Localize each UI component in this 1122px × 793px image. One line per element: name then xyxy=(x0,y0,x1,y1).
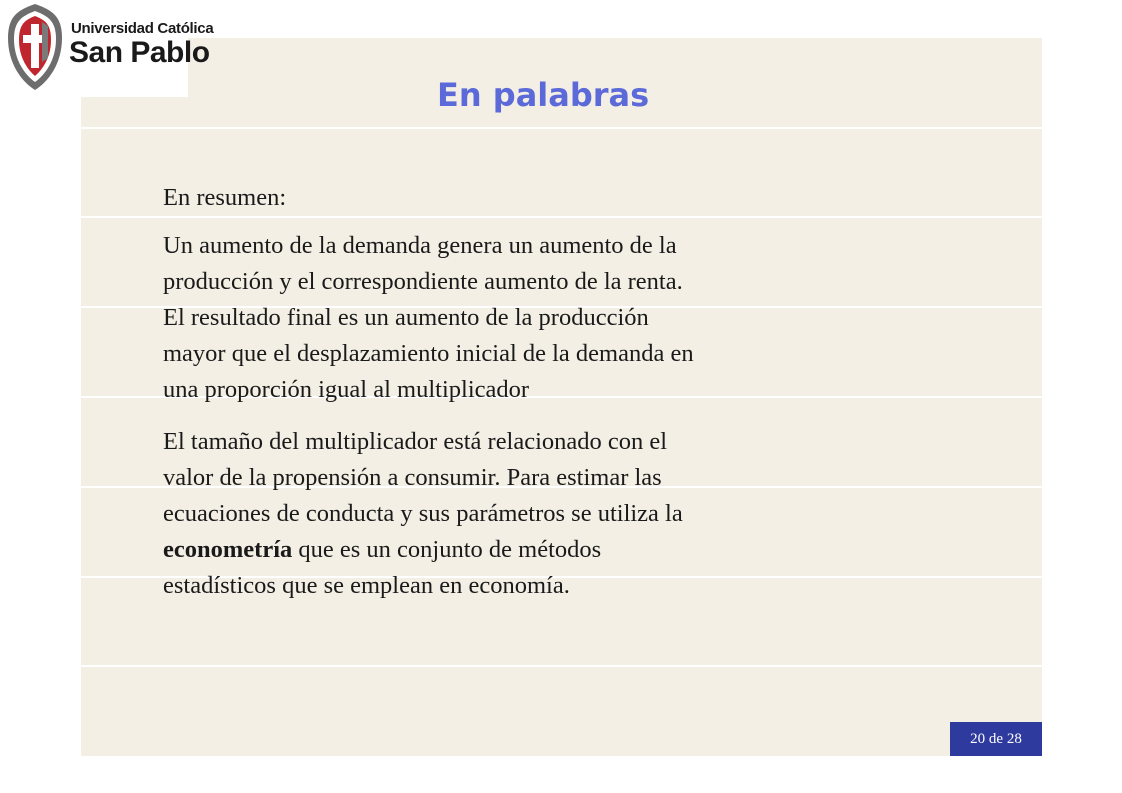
paragraph-1-line: producción y el correspondiente aumento de la renta. xyxy=(163,268,683,295)
panel-divider xyxy=(81,665,1042,667)
paragraph-1 xyxy=(163,228,694,408)
panel-divider xyxy=(81,216,1042,218)
logo-name-label: San Pablo xyxy=(69,36,210,69)
paragraph-1-line: una proporción igual al multiplicador xyxy=(163,376,530,403)
paragraph-2-line: ecuaciones de conducta y sus parámetros se utiliza la xyxy=(163,500,683,527)
paragraph-1-line: El resultado final es un aumento de la producción xyxy=(163,304,649,331)
university-logo xyxy=(0,0,214,97)
paragraph-2-line xyxy=(163,532,683,568)
page-indicator: 20 de 28 xyxy=(950,722,1042,756)
logo-university-label: Universidad Católica xyxy=(71,20,214,37)
intro-text: En resumen: xyxy=(163,184,287,211)
paragraph-1-line: Un aumento de la demanda genera un aumento de la xyxy=(163,232,677,259)
paragraph-2-line: El tamaño del multiplicador está relacionado con el xyxy=(163,428,668,455)
paragraph-2-line-rest: que es un conjunto de métodos xyxy=(292,536,602,563)
panel-divider xyxy=(81,127,1042,129)
paragraph-1-line: mayor que el desplazamiento inicial de la demanda en xyxy=(163,340,694,367)
paragraph-2 xyxy=(163,424,683,604)
shield-cross-icon xyxy=(4,2,66,92)
econometria-term: econometría xyxy=(163,536,293,563)
slide-title: En palabras xyxy=(437,76,650,114)
paragraph-2-line: valor de la propensión a consumir. Para estimar las xyxy=(163,464,662,491)
paragraph-2-line: estadísticos que se emplean en economía. xyxy=(163,572,570,599)
